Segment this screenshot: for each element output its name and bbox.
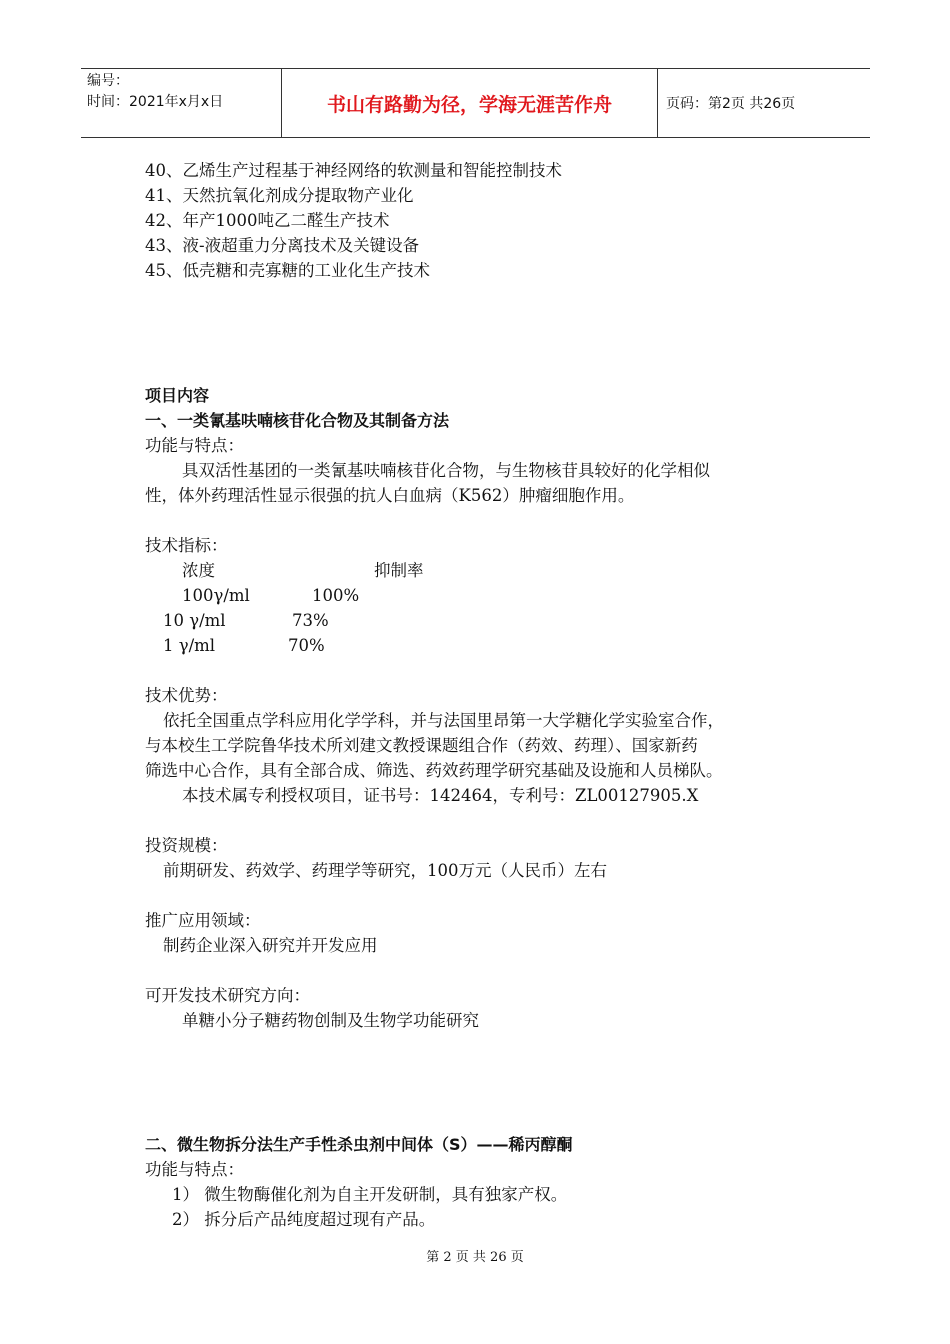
col-concentration-header: 浓度	[182, 561, 215, 580]
project1-adv-text: 与本校生工学院鲁华技术所刘建文教授课题组合作（药效、药理）、国家新药	[145, 736, 698, 755]
project1-invest-label: 投资规模：	[145, 836, 228, 855]
project2-features-label: 功能与特点：	[145, 1160, 244, 1179]
row-rate: 73%	[292, 611, 329, 630]
col-rate-header: 抑制率	[374, 561, 424, 580]
project1-features-text: 性，体外药理活性显示很强的抗人白血病（K562）肿瘤细胞作用。	[145, 486, 635, 505]
project2-item: 1） 微生物酶催化剂为自主开发研制，具有独家产权。	[172, 1185, 568, 1204]
list-item: 42、年产1000吨乙二醛生产技术	[145, 211, 390, 230]
header-motto: 书山有路勤为径，学海无涯苦作舟	[282, 69, 658, 137]
project1-dev-label: 可开发技术研究方向：	[145, 986, 310, 1005]
list-item: 45、低壳糖和壳寡糖的工业化生产技术	[145, 261, 430, 280]
project1-patent-text: 本技术属专利授权项目，证书号：142464，专利号：ZL00127905.X	[182, 786, 699, 805]
page-header	[81, 68, 870, 138]
project1-dev-text: 单糖小分子糖药物创制及生物学功能研究	[182, 1011, 479, 1030]
project1-adv-text: 依托全国重点学科应用化学学科，并与法国里昂第一大学糖化学实验室合作，	[163, 711, 724, 730]
project1-invest-text: 前期研发、药效学、药理学等研究，100万元（人民币）左右	[163, 861, 607, 880]
project2-title: 二、微生物拆分法生产手性杀虫剂中间体（S）——稀丙醇酮	[145, 1135, 573, 1154]
row-concentration: 100γ/ml	[182, 586, 250, 605]
row-concentration: 1 γ/ml	[163, 636, 216, 655]
project1-adv-label: 技术优势：	[145, 686, 228, 705]
project1-promo-text: 制药企业深入研究并开发应用	[163, 936, 378, 955]
row-rate: 100%	[312, 586, 360, 605]
project2-item: 2） 拆分后产品纯度超过现有产品。	[172, 1210, 436, 1229]
list-item: 43、液-液超重力分离技术及关键设备	[145, 236, 420, 255]
project1-adv-text: 筛选中心合作，具有全部合成、筛选、药效药理学研究基础及设施和人员梯队。	[145, 761, 723, 780]
header-page-label: 页码：第2页 共26页	[666, 96, 796, 112]
project1-title: 一、一类氰基呋喃核苷化合物及其制备方法	[145, 411, 450, 430]
number-label: 编号：	[87, 73, 129, 89]
row-rate: 70%	[288, 636, 325, 655]
project1-promo-label: 推广应用领域：	[145, 911, 261, 930]
page-footer: 第 2 页 共 26 页	[426, 1250, 524, 1265]
project1-tech-label: 技术指标：	[145, 536, 228, 555]
project1-features-text: 具双活性基团的一类氰基呋喃核苷化合物，与生物核苷具较好的化学相似	[182, 461, 710, 480]
list-item: 40、乙烯生产过程基于神经网络的软测量和智能控制技术	[145, 161, 562, 180]
section-title: 项目内容	[145, 386, 210, 405]
project1-features-label: 功能与特点：	[145, 436, 244, 455]
header-left-cell	[81, 69, 282, 137]
time-label: 时间：2021年x月x日	[87, 94, 224, 110]
list-item: 41、天然抗氧化剂成分提取物产业化	[145, 186, 414, 205]
row-concentration: 10 γ/ml	[163, 611, 226, 630]
